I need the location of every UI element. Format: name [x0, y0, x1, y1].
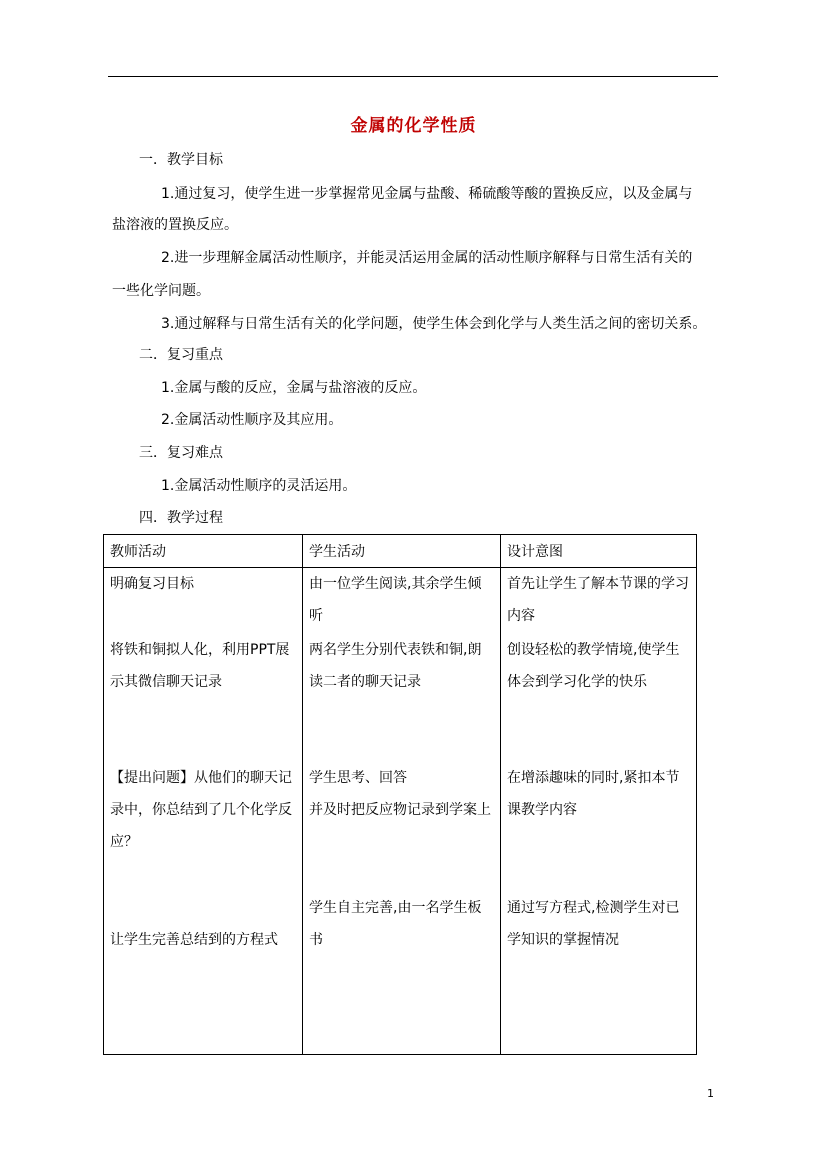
objective-1-line1: 1.通过复习，使学生进一步掌握常见金属与盐酸、稀硫酸等酸的置换反应，以及金属与: [161, 186, 693, 202]
student-activity-4: 学生自主完善,由一名学生板书: [309, 900, 482, 948]
design-intent-4: 通过写方程式,检测学生对已学知识的掌握情况: [507, 900, 680, 948]
table-header-row: [104, 535, 697, 568]
page-number: 1: [707, 1087, 714, 1100]
objective-2-line1: 2.进一步理解金属活动性顺序，并能灵活运用金属的活动性顺序解释与日常生活有关的: [161, 250, 693, 266]
teaching-process-table: [103, 534, 697, 1055]
objective-3-line1: 3.通过解释与日常生活有关的化学问题，使学生体会到化学与人类生活之间的密切关系。: [161, 316, 707, 332]
student-activity-3b: 并及时把反应物记录到学案上: [309, 802, 491, 818]
section-heading-key-points: 二．复习重点: [139, 347, 223, 363]
header-student-activity: 学生活动: [303, 535, 501, 568]
teacher-column: [104, 568, 303, 1055]
section-heading-process: 四．教学过程: [139, 510, 223, 526]
teacher-activity-2: 将铁和铜拟人化，利用PPT展示其微信聊天记录: [110, 642, 290, 690]
design-intent-1: 首先让学生了解本节课的学习内容: [507, 576, 689, 624]
student-activity-3: 学生思考、回答: [309, 770, 407, 786]
design-intent-3: 在增添趣味的同时,紧扣本节课教学内容: [507, 770, 680, 818]
intent-column: [501, 568, 697, 1055]
objective-1-line2: 盐溶液的置换反应。: [112, 217, 238, 233]
header-rule: [108, 76, 718, 77]
header-teacher-activity: 教师活动: [104, 535, 303, 568]
header-design-intent: 设计意图: [501, 535, 697, 568]
key-point-2: 2.金属活动性顺序及其应用。: [161, 412, 343, 428]
table-body-row: [104, 568, 697, 1055]
student-column: [303, 568, 501, 1055]
key-point-1: 1.金属与酸的反应，金属与盐溶液的反应。: [161, 380, 427, 396]
student-activity-2: 两名学生分别代表铁和铜,朗读二者的聊天记录: [309, 642, 482, 690]
difficulty-1: 1.金属活动性顺序的灵活运用。: [161, 478, 357, 494]
teacher-activity-1: 明确复习目标: [110, 576, 194, 592]
objective-2-line2: 一些化学问题。: [112, 283, 210, 299]
section-heading-objectives: 一．教学目标: [139, 152, 223, 168]
teacher-activity-4: 让学生完善总结到的方程式: [110, 932, 278, 948]
document-title: 金属的化学性质: [350, 116, 477, 136]
section-heading-difficulties: 三．复习难点: [139, 445, 223, 461]
student-activity-1: 由一位学生阅读,其余学生倾听: [309, 576, 482, 624]
teacher-activity-3: 【提出问题】从他们的聊天记录中，你总结到了几个化学反应？: [110, 770, 292, 850]
design-intent-2: 创设轻松的教学情境,使学生体会到学习化学的快乐: [507, 642, 680, 690]
